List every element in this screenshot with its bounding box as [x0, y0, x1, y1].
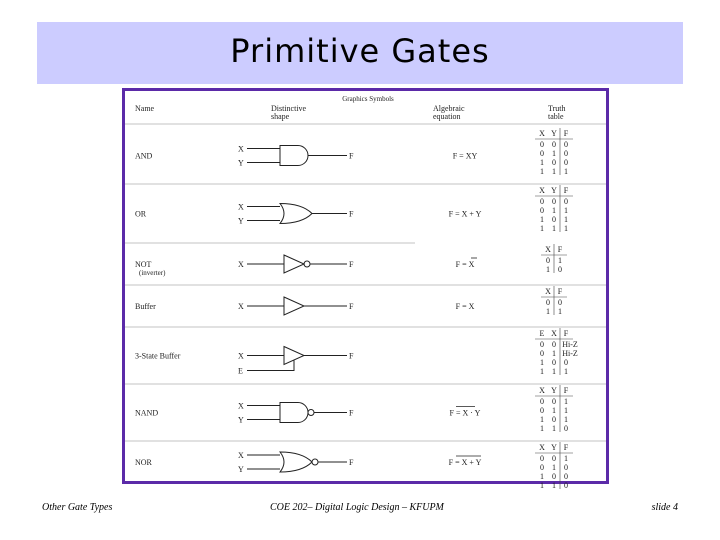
truth-table-cell: 1	[564, 406, 568, 415]
truth-table-header: F	[557, 245, 563, 254]
gate-name: AND	[135, 151, 153, 161]
truth-table-cell: 1	[564, 224, 568, 233]
truth-table-cell: 0	[540, 140, 544, 149]
header-shape: shape	[271, 112, 290, 121]
gate-equation: F = X + Y	[448, 458, 482, 467]
truth-table-cell: 1	[564, 454, 568, 463]
gate-output-label: F	[349, 260, 354, 269]
truth-table-cell: Hi-Z	[562, 349, 578, 358]
title-bar	[37, 22, 683, 84]
truth-table-header: F	[563, 443, 569, 452]
gate-equation: F = X	[455, 260, 475, 269]
truth-table-cell: 0	[552, 340, 556, 349]
truth-table-cell: 1	[540, 367, 544, 376]
gates-diagram	[125, 91, 606, 490]
gate-input-label: X	[238, 144, 244, 154]
gate-output-label: F	[349, 302, 354, 311]
gate-symbol	[280, 452, 312, 472]
truth-table-cell: 1	[540, 224, 544, 233]
gate-input-label: X	[238, 451, 244, 460]
truth-table-cell: 1	[552, 149, 556, 158]
truth-table-cell: Hi-Z	[562, 340, 578, 349]
truth-table-cell: 1	[552, 481, 556, 490]
truth-table-header: F	[563, 186, 569, 195]
truth-table-cell: 1	[552, 463, 556, 472]
gate-symbol	[280, 146, 308, 166]
truth-table-header: Y	[551, 443, 557, 452]
truth-table-cell: 0	[558, 298, 562, 307]
gate-name: Buffer	[135, 302, 156, 311]
truth-table-cell: 0	[540, 397, 544, 406]
truth-table-cell: 0	[552, 197, 556, 206]
truth-table-header: X	[539, 129, 545, 138]
truth-table-cell: 0	[540, 349, 544, 358]
truth-table-cell: 1	[552, 167, 556, 176]
inversion-bubble	[312, 459, 318, 465]
truth-table-cell: 0	[564, 358, 568, 367]
truth-table-header: X	[539, 186, 545, 195]
header-equation: Algebraic	[433, 104, 465, 113]
header-shape: Distinctive	[271, 104, 307, 113]
truth-table-header: F	[557, 287, 563, 296]
truth-table-cell: 1	[564, 367, 568, 376]
truth-table-header: X	[539, 443, 545, 452]
truth-table-cell: 0	[546, 256, 550, 265]
truth-table-header: Y	[551, 129, 557, 138]
gate-output-label: F	[349, 151, 354, 161]
gate-input-label: Y	[238, 216, 244, 226]
truth-table-cell: 1	[540, 415, 544, 424]
truth-table-cell: 0	[564, 197, 568, 206]
gate-symbol	[284, 255, 304, 273]
truth-table-cell: 0	[540, 406, 544, 415]
truth-table-cell: 0	[540, 149, 544, 158]
gate-equation: F = X + Y	[448, 209, 482, 219]
truth-table-cell: 1	[564, 206, 568, 215]
gate-output-label: F	[349, 351, 354, 361]
gate-output-label: F	[349, 408, 354, 418]
truth-table-header: E	[539, 329, 545, 338]
footer-left: Other Gate Types	[42, 502, 113, 513]
truth-table-header: F	[563, 386, 569, 395]
truth-table-header: F	[563, 329, 569, 338]
truth-table-cell: 0	[564, 140, 568, 149]
truth-table-cell: 1	[540, 472, 544, 481]
truth-table-cell: 0	[546, 298, 550, 307]
truth-table-header: X	[551, 329, 557, 338]
truth-table-cell: 0	[552, 454, 556, 463]
gate-input-label: X	[238, 202, 244, 212]
truth-table-cell: 1	[540, 158, 544, 167]
gate-equation: F = XY	[452, 151, 478, 161]
footer-right: slide 4	[651, 502, 678, 513]
truth-table-cell: 0	[564, 472, 568, 481]
gate-input-label: E	[238, 366, 243, 376]
truth-table-cell: 1	[552, 424, 556, 433]
gate-input-label: Y	[238, 158, 244, 168]
truth-table-cell: 0	[552, 472, 556, 481]
truth-table-cell: 1	[540, 481, 544, 490]
truth-table-cell: 0	[564, 149, 568, 158]
gate-symbol	[280, 204, 312, 224]
gate-name: NAND	[135, 408, 159, 418]
truth-table-cell: 0	[552, 415, 556, 424]
truth-table-header: X	[539, 386, 545, 395]
truth-table-cell: 1	[540, 358, 544, 367]
gate-input-label: X	[238, 302, 244, 311]
header-equation: equation	[433, 112, 461, 121]
truth-table-cell: 0	[552, 397, 556, 406]
gate-input-label: Y	[238, 415, 244, 425]
truth-table-header: X	[545, 245, 551, 254]
slide-title: Primitive Gates	[230, 32, 490, 70]
truth-table-cell: 0	[540, 340, 544, 349]
gate-name: NOT	[135, 260, 152, 269]
truth-table-cell: 1	[564, 167, 568, 176]
truth-table-cell: 0	[540, 197, 544, 206]
truth-table-cell: 0	[540, 454, 544, 463]
truth-table-cell: 1	[546, 307, 550, 316]
truth-table-header: Y	[551, 386, 557, 395]
truth-table-cell: 1	[552, 349, 556, 358]
truth-table-cell: 0	[540, 206, 544, 215]
truth-table-header: X	[545, 287, 551, 296]
truth-table-cell: 0	[564, 424, 568, 433]
header-truth: table	[548, 112, 564, 121]
inversion-bubble	[308, 410, 314, 416]
truth-table-cell: 1	[540, 215, 544, 224]
truth-table-cell: 1	[558, 307, 562, 316]
truth-table-cell: 1	[552, 367, 556, 376]
gate-input-label: Y	[238, 465, 244, 474]
gate-input-label: X	[238, 401, 244, 411]
truth-table-cell: 1	[564, 397, 568, 406]
gate-symbol	[280, 403, 308, 423]
gate-name: NOR	[135, 458, 152, 467]
truth-table-cell: 0	[564, 158, 568, 167]
truth-table-header: Y	[551, 186, 557, 195]
header-name: Name	[135, 104, 155, 113]
truth-table-cell: 1	[564, 215, 568, 224]
gate-name-sub: (inverter)	[139, 269, 166, 277]
truth-table-header: F	[563, 129, 569, 138]
gate-name: OR	[135, 209, 147, 219]
truth-table-cell: 0	[552, 358, 556, 367]
gate-equation: F = X · Y	[449, 408, 481, 418]
enable-wire	[247, 361, 294, 371]
truth-table-cell: 0	[540, 463, 544, 472]
truth-table-cell: 1	[552, 206, 556, 215]
truth-table-cell: 1	[552, 406, 556, 415]
gate-input-label: X	[238, 260, 244, 269]
footer-center: COE 202– Digital Logic Design – KFUPM	[270, 502, 444, 513]
gate-name: 3-State Buffer	[135, 351, 181, 361]
truth-table-cell: 1	[564, 415, 568, 424]
truth-table-cell: 0	[552, 140, 556, 149]
figure-caption: Graphics Symbols	[342, 95, 394, 103]
truth-table-cell: 0	[564, 463, 568, 472]
header-truth: Truth	[548, 104, 566, 113]
truth-table-cell: 0	[564, 481, 568, 490]
truth-table-cell: 0	[558, 265, 562, 274]
truth-table-cell: 1	[540, 167, 544, 176]
gate-input-label: X	[238, 351, 244, 361]
truth-table-cell: 1	[540, 424, 544, 433]
truth-table-cell: 0	[552, 215, 556, 224]
gate-equation: F = X	[455, 302, 475, 311]
gate-output-label: F	[349, 458, 354, 467]
gate-symbol	[284, 297, 304, 315]
truth-table-cell: 1	[558, 256, 562, 265]
gates-figure	[122, 88, 609, 490]
truth-table-cell: 1	[552, 224, 556, 233]
truth-table-cell: 0	[552, 158, 556, 167]
truth-table-cell: 1	[546, 265, 550, 274]
gate-output-label: F	[349, 209, 354, 219]
